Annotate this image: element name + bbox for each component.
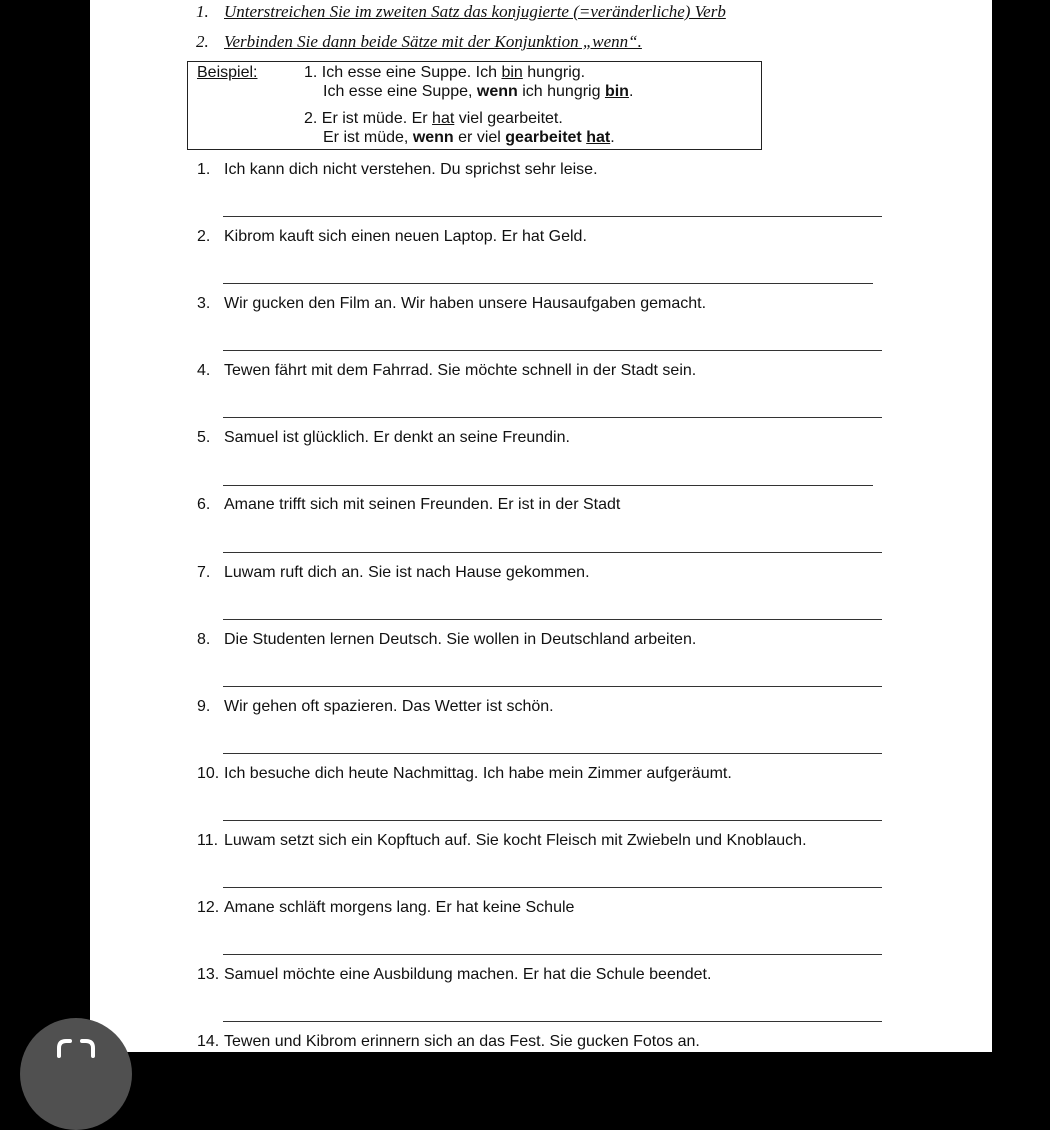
task-12: 12. Amane schläft morgens lang. Er hat keine Schule	[197, 899, 575, 916]
task-4: 4. Tewen fährt mit dem Fahrrad. Sie möchte schnell in der Stadt sein.	[197, 362, 697, 379]
task-11: 11. Luwam setzt sich ein Kopftuch auf. Sie kocht Fleisch mit Zwiebeln und Knoblauch.	[197, 832, 807, 849]
task-1: 1. Ich kann dich nicht verstehen. Du sprichst sehr leise.	[197, 161, 598, 178]
task-13: 13. Samuel möchte eine Ausbildung machen. Er hat die Schule beendet.	[197, 966, 712, 983]
example-box	[187, 61, 762, 150]
answer-line-11[interactable]	[223, 887, 882, 888]
lens-icon	[56, 1038, 96, 1058]
task-3: 3. Wir gucken den Film an. Wir haben unsere Hausaufgaben gemacht.	[197, 295, 707, 312]
task-14: 14. Tewen und Kibrom erinnern sich an das Fest. Sie gucken Fotos an.	[197, 1033, 700, 1050]
task-10: 10. Ich besuche dich heute Nachmittag. Ich habe mein Zimmer aufgeräumt.	[197, 765, 732, 782]
answer-line-5[interactable]	[223, 485, 873, 486]
task-6: 6. Amane trifft sich mit seinen Freunden. Er ist in der Stadt	[197, 496, 621, 513]
answer-line-9[interactable]	[223, 753, 882, 754]
answer-line-2[interactable]	[223, 283, 873, 284]
answer-line-6[interactable]	[223, 552, 882, 553]
example-2-solution: Er ist müde, wenn er viel gearbeitet hat.	[323, 129, 615, 146]
answer-line-13[interactable]	[223, 1021, 882, 1022]
task-8: 8. Die Studenten lernen Deutsch. Sie wollen in Deutschland arbeiten.	[197, 631, 697, 648]
answer-line-3[interactable]	[223, 350, 882, 351]
example-1-solution: Ich esse eine Suppe, wenn ich hungrig bin.	[323, 83, 634, 100]
answer-line-12[interactable]	[223, 954, 882, 955]
task-5: 5. Samuel ist glücklich. Er denkt an seine Freundin.	[197, 429, 570, 446]
answer-line-4[interactable]	[223, 417, 882, 418]
answer-line-8[interactable]	[223, 686, 882, 687]
task-7: 7. Luwam ruft dich an. Sie ist nach Hause gekommen.	[197, 564, 590, 581]
example-2-verb: hat	[432, 110, 455, 127]
lens-button[interactable]	[20, 1018, 132, 1130]
example-1-verb: bin	[501, 64, 523, 81]
worksheet-page	[90, 0, 992, 1052]
instruction-2: 2. Verbinden Sie dann beide Sätze mit der Konjunktion „wenn“.	[196, 32, 642, 51]
task-9: 9. Wir gehen oft spazieren. Das Wetter ist schön.	[197, 698, 554, 715]
answer-line-7[interactable]	[223, 619, 882, 620]
answer-line-10[interactable]	[223, 820, 882, 821]
instruction-1: 1. Unterstreichen Sie im zweiten Satz das konjugierte (=veränderliche) Verb	[196, 2, 726, 21]
example-2-sentences: 2. Er ist müde. Er hat viel gearbeitet.	[304, 110, 563, 127]
task-2: 2. Kibrom kauft sich einen neuen Laptop. Er hat Geld.	[197, 228, 587, 245]
answer-line-1[interactable]	[223, 216, 882, 217]
example-1-sentences: 1. Ich esse eine Suppe. Ich bin hungrig.	[304, 64, 586, 81]
example-label: Beispiel:	[197, 64, 258, 81]
